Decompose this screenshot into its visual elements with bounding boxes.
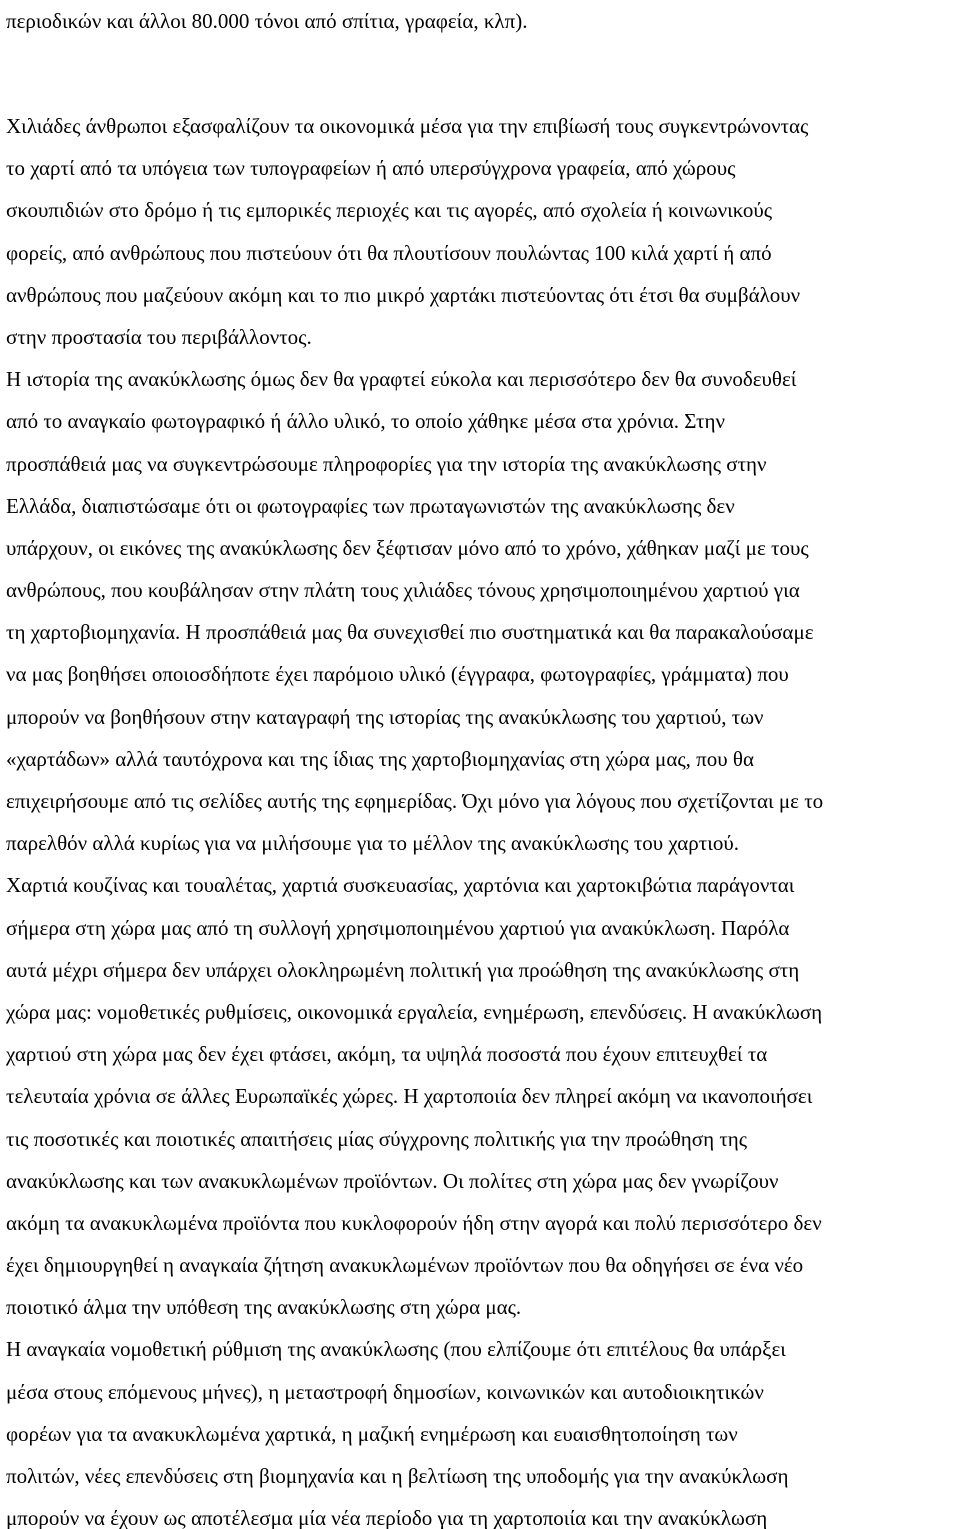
text-line: τις ποσοτικές και ποιοτικές απαιτήσεις μίας σύγχρονης πολιτικής για την προώθηση της — [6, 1127, 748, 1151]
text-line: φορέων για τα ανακυκλωμένα χαρτικά, η μαζική ενημέρωση και ευαισθητοποίηση των — [6, 1422, 738, 1446]
text-line: επιχειρήσουμε από τις σελίδες αυτής της εφημερίδας. Όχι μόνο για λόγους που σχετίζονται με το — [6, 789, 824, 813]
text-line: ανθρώπους, που κουβάλησαν στην πλάτη τους χιλιάδες τόνους χρησιμοποιημένου χαρτιού για — [6, 578, 800, 602]
text-line: από το αναγκαίο φωτογραφικό ή άλλο υλικό, το οποίο χάθηκε μέσα στα χρόνια. Στην — [6, 409, 725, 433]
text-line: μπορούν να βοηθήσουν στην καταγραφή της ιστορίας της ανακύκλωσης του χαρτιού, των — [6, 705, 764, 729]
text-line: Η ιστορία της ανακύκλωσης όμως δεν θα γραφτεί εύκολα και περισσότερο δεν θα συνοδευθεί — [6, 367, 797, 391]
text-line: Ελλάδα, διαπιστώσαμε ότι οι φωτογραφίες των πρωταγωνιστών της ανακύκλωσης δεν — [6, 494, 735, 518]
text-line: Η αναγκαία νομοθετική ρύθμιση της ανακύκλωσης (που ελπίζουμε ότι επιτέλους θα υπάρξει — [6, 1337, 786, 1361]
text-line: φορείς, από ανθρώπους που πιστεύουν ότι θα πλουτίσουν πουλώντας 100 κιλά χαρτί ή από — [6, 241, 772, 265]
text-line: σκουπιδιών στο δρόμο ή τις εμπορικές περιοχές και τις αγορές, από σχολεία ή κοινωνικούς — [6, 198, 773, 222]
text-line: παρελθόν αλλά κυρίως για να μιλήσουμε για το μέλλον της ανακύκλωσης του χαρτιού. — [6, 831, 740, 855]
text-line: ανθρώπους που μαζεύουν ακόμη και το πιο μικρό χαρτάκι πιστεύοντας ότι έτσι θα συμβάλουν — [6, 283, 801, 307]
text-line: Χαρτιά κουζίνας και τουαλέτας, χαρτιά συσκευασίας, χαρτόνια και χαρτοκιβώτια παράγονται — [6, 873, 795, 897]
text-line: χώρα μας: νομοθετικές ρυθμίσεις, οικονομικά εργαλεία, ενημέρωση, επενδύσεις. Η ανακύκλωση — [6, 1000, 823, 1024]
text-line: στην προστασία του περιβάλλοντος. — [6, 325, 312, 349]
text-line: προσπάθειά μας να συγκεντρώσουμε πληροφορίες για την ιστορία της ανακύκλωσης στην — [6, 452, 767, 476]
text-line: υπάρχουν, οι εικόνες της ανακύκλωσης δεν ξέφτισαν μόνο από το χρόνο, χάθηκαν μαζί με τους — [6, 536, 809, 560]
text-line: τελευταία χρόνια σε άλλες Ευρωπαϊκές χώρες. Η χαρτοποιία δεν πληρεί ακόμη να ικανοποιήσει — [6, 1084, 813, 1108]
text-line: Χιλιάδες άνθρωποι εξασφαλίζουν τα οικονομικά μέσα για την επιβίωσή τους συγκεντρώνοντας — [6, 114, 809, 138]
text-line: αυτά μέχρι σήμερα δεν υπάρχει ολοκληρωμένη πολιτική για προώθηση της ανακύκλωσης στη — [6, 958, 800, 982]
text-line: ανακύκλωσης και των ανακυκλωμένων προϊόντων. Οι πολίτες στη χώρα μας δεν γνωρίζουν — [6, 1169, 779, 1193]
text-line: ποιοτικό άλμα την υπόθεση της ανακύκλωσης στη χώρα μας. — [6, 1295, 522, 1319]
text-line: περιοδικών και άλλοι 80.000 τόνοι από σπίτια, γραφεία, κλπ). — [6, 9, 528, 33]
text-line: τη χαρτοβιομηχανία. Η προσπάθειά μας θα συνεχισθεί πιο συστηματικά και θα παρακαλούσαμε — [6, 620, 814, 644]
text-line: ακόμη τα ανακυκλωμένα προϊόντα που κυκλοφορούν ήδη στην αγορά και πολύ περισσότερο δεν — [6, 1211, 822, 1235]
text-line: μπορούν να έχουν ως αποτέλεσμα μία νέα περίοδο για τη χαρτοποιία και την ανακύκλωση — [6, 1506, 768, 1529]
text-line: «χαρτάδων» αλλά ταυτόχρονα και της ίδιας της χαρτοβιομηχανίας στη χώρα μας, που θα — [6, 747, 754, 771]
text-line: χαρτιού στη χώρα μας δεν έχει φτάσει, ακόμη, τα υψηλά ποσοστά που έχουν επιτευχθεί τα — [6, 1042, 768, 1066]
text-line: έχει δημιουργηθεί η αναγκαία ζήτηση ανακυκλωμένων προϊόντων που θα οδηγήσει σε ένα νέο — [6, 1253, 804, 1277]
text-line: το χαρτί από τα υπόγεια των τυπογραφείων ή από υπερσύγχρονα γραφεία, από χώρους — [6, 156, 736, 180]
text-line: μέσα στους επόμενους μήνες), η μεταστροφή δημοσίων, κοινωνικών και αυτοδιοικητικών — [6, 1380, 764, 1404]
text-line: να μας βοηθήσει οποιοσδήποτε έχει παρόμοιο υλικό (έγγραφα, φωτογραφίες, γράμματα) που — [6, 662, 789, 686]
text-line: σήμερα στη χώρα μας από τη συλλογή χρησιμοποιημένου χαρτιού για ανακύκλωση. Παρόλα — [6, 916, 790, 940]
text-line: πολιτών, νέες επενδύσεις στη βιομηχανία και η βελτίωση της υποδομής για την ανακύκλωση — [6, 1464, 789, 1488]
